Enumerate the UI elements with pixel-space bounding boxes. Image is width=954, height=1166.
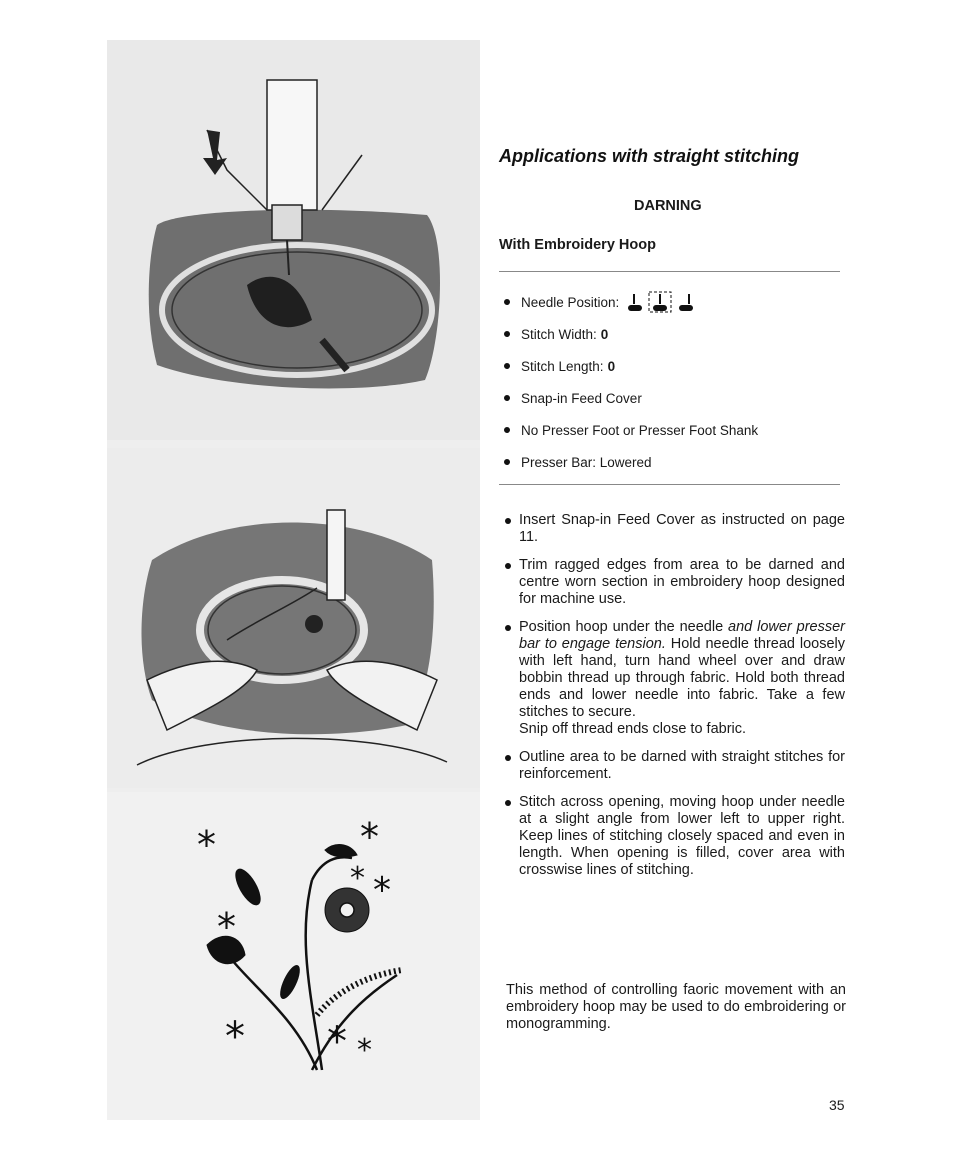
section-heading: DARNING xyxy=(634,198,702,214)
svg-text:*: * xyxy=(217,905,236,949)
bullet-icon xyxy=(504,363,510,369)
embroidery-motif-illustration xyxy=(107,792,480,1120)
instruction-item: Insert Snap-in Feed Cover as instructed on page 11. xyxy=(505,512,845,546)
bullet-icon xyxy=(505,755,511,761)
setting-needle-position: Needle Position: xyxy=(499,286,844,318)
svg-text:*: * xyxy=(360,815,379,859)
note-paragraph: This method of controlling faoric movement with an embroidery hoop may be used to do embroidering or monogramming. xyxy=(506,982,846,1032)
setting-stitch-length: Stitch Length: 0 xyxy=(499,350,844,382)
svg-text:*: * xyxy=(350,861,365,896)
settings-list xyxy=(499,286,844,478)
needle-position-icon xyxy=(627,291,695,313)
page-number: 35 xyxy=(829,1097,845,1113)
instructions-list xyxy=(505,512,845,890)
setting-presser-foot: No Presser Foot or Presser Foot Shank xyxy=(499,414,844,446)
bullet-icon xyxy=(504,459,510,465)
svg-text:*: * xyxy=(197,823,216,867)
darning-machine-illustration xyxy=(107,40,480,440)
setting-feed-cover: Snap-in Feed Cover xyxy=(499,382,844,414)
bullet-icon xyxy=(504,395,510,401)
svg-text:*: * xyxy=(225,1014,245,1060)
illustration-panel xyxy=(107,40,480,1120)
setting-stitch-width: Stitch Width: 0 xyxy=(499,318,844,350)
instruction-item: Position hoop under the needle and lower presser bar to engage tension. Hold needle thread loosely with left hand, turn hand wheel over and draw bobbin thread up through fabric. Hold both thread ends and lower needle into fabric. Take a few stitches to secure. Snip off thread ends close to fabric. xyxy=(505,619,845,738)
instruction-item: Outline area to be darned with straight stitches for reinforcement. xyxy=(505,749,845,783)
svg-text:*: * xyxy=(357,1033,372,1068)
divider-top xyxy=(499,271,840,272)
bullet-icon xyxy=(504,331,510,337)
bullet-icon xyxy=(505,625,511,631)
subsection-heading: With Embroidery Hoop xyxy=(499,237,656,253)
instruction-item: Trim ragged edges from area to be darned and centre worn section in embroidery hoop designed for machine use. xyxy=(505,557,845,608)
svg-text:*: * xyxy=(373,870,391,911)
instruction-item: Stitch across opening, moving hoop under needle at a slight angle from lower left to upper right. Keep lines of stitching closely spaced and even in length. When opening is filled, cover area with crosswise lines of stitching. xyxy=(505,794,845,879)
bullet-icon xyxy=(504,299,510,305)
bullet-icon xyxy=(504,427,510,433)
setting-presser-bar: Presser Bar: Lowered xyxy=(499,446,844,478)
bullet-icon xyxy=(505,563,511,569)
hands-hoop-illustration xyxy=(107,448,480,788)
svg-text:*: * xyxy=(327,1019,347,1065)
bullet-icon xyxy=(505,518,511,524)
bullet-icon xyxy=(505,800,511,806)
page-title: Applications with straight stitching xyxy=(499,146,800,167)
divider-bottom xyxy=(499,484,840,485)
